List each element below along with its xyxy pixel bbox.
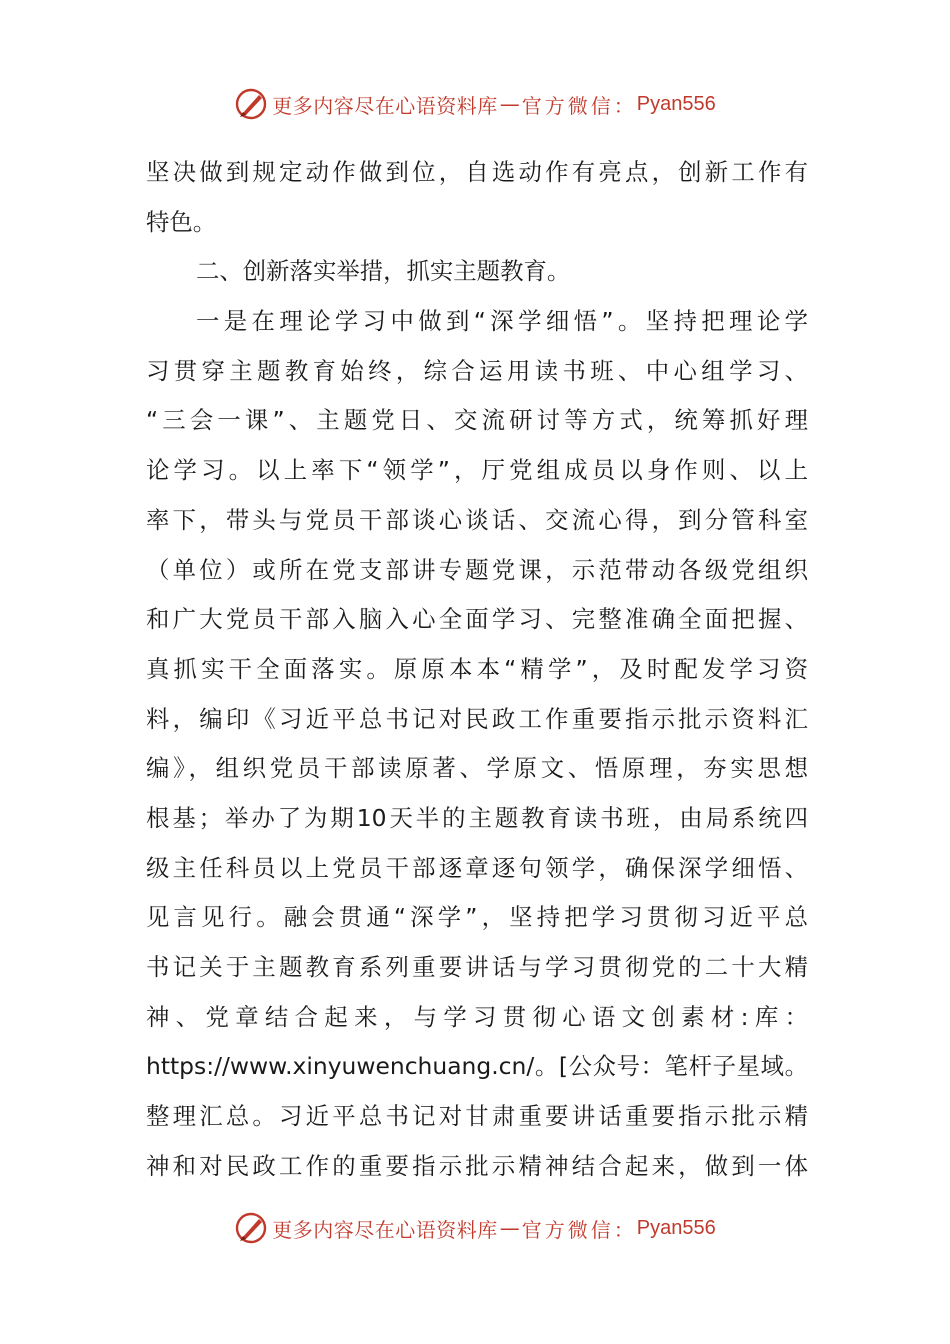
section-heading: 二、创新落实举措，抓实主题教育。 bbox=[196, 257, 571, 286]
header-official-label: 官方微信： bbox=[521, 93, 637, 118]
text-line: 坚决做到规定动作做到位，自选动作有亮点，创新工作有 bbox=[146, 158, 808, 186]
footer-banner bbox=[0, 1206, 950, 1250]
text-line: 特色。 bbox=[146, 207, 217, 236]
footer-dash: — bbox=[499, 1216, 520, 1240]
text-line: 神和对民政工作的重要指示批示精神结合起来，做到一体 bbox=[146, 1151, 808, 1180]
text-line: 根基；举办了为期10天半的主题教育读书班，由局系统四 bbox=[146, 803, 808, 832]
text-line: 真抓实干全面落实。原原本本“精学”，及时配发学习资 bbox=[146, 654, 808, 683]
header-wechat-id: Pyan556 bbox=[636, 92, 716, 115]
text-line: 整理汇总。习近平总书记对甘肃重要讲话重要指示批示精 bbox=[146, 1102, 808, 1131]
header-site-text: 更多内容尽在心语资料库 bbox=[272, 93, 498, 118]
text-line: 神、党章结合起来，与学习贯彻心语文创素材:库： bbox=[146, 1002, 808, 1031]
footer-site-text: 更多内容尽在心语资料库 bbox=[272, 1217, 498, 1242]
header-banner bbox=[0, 82, 950, 126]
text-line: 编》，组织党员干部读原著、学原文、悟原理，夯实思想 bbox=[146, 754, 808, 783]
quill-logo-icon bbox=[234, 87, 268, 121]
text-line: 料，编印《习近平总书记对民政工作重要指示批示资料汇 bbox=[146, 704, 808, 733]
header-dash: — bbox=[499, 92, 520, 116]
text-line: 书记关于主题教育系列重要讲话与学习贯彻党的二十大精 bbox=[146, 953, 808, 981]
url-line: https://www.xinyuwenchuang.cn/。[公众号：笔杆子星域。 bbox=[146, 1052, 808, 1081]
text-line: 习贯穿主题教育始终，综合运用读书班、中心组学习、 bbox=[146, 356, 808, 385]
text-line: 和广大党员干部入脑入心全面学习、完整准确全面把握、 bbox=[146, 605, 808, 634]
text-line: 一是在理论学习中做到“深学细悟”。坚持把理论学 bbox=[196, 307, 808, 336]
footer-official-label: 官方微信： bbox=[521, 1217, 637, 1242]
document-body bbox=[146, 148, 808, 1191]
text-line: （单位）或所在党支部讲专题党课，示范带动各级党组织 bbox=[146, 555, 808, 584]
footer-wechat-id: Pyan556 bbox=[636, 1216, 716, 1239]
text-line: 见言见行。融会贯通“深学”，坚持把学习贯彻习近平总 bbox=[146, 903, 808, 932]
text-line: 率下，带头与党员干部谈心谈话、交流心得，到分管科室 bbox=[146, 505, 808, 534]
quill-logo-icon bbox=[234, 1211, 268, 1245]
text-line: 级主任科员以上党员干部逐章逐句领学，确保深学细悟、 bbox=[146, 853, 808, 882]
text-line: 论学习。以上率下“领学”，厅党组成员以身作则、以上 bbox=[146, 456, 808, 485]
text-line: “三会一课”、主题党日、交流研讨等方式，统筹抓好理 bbox=[146, 406, 808, 435]
